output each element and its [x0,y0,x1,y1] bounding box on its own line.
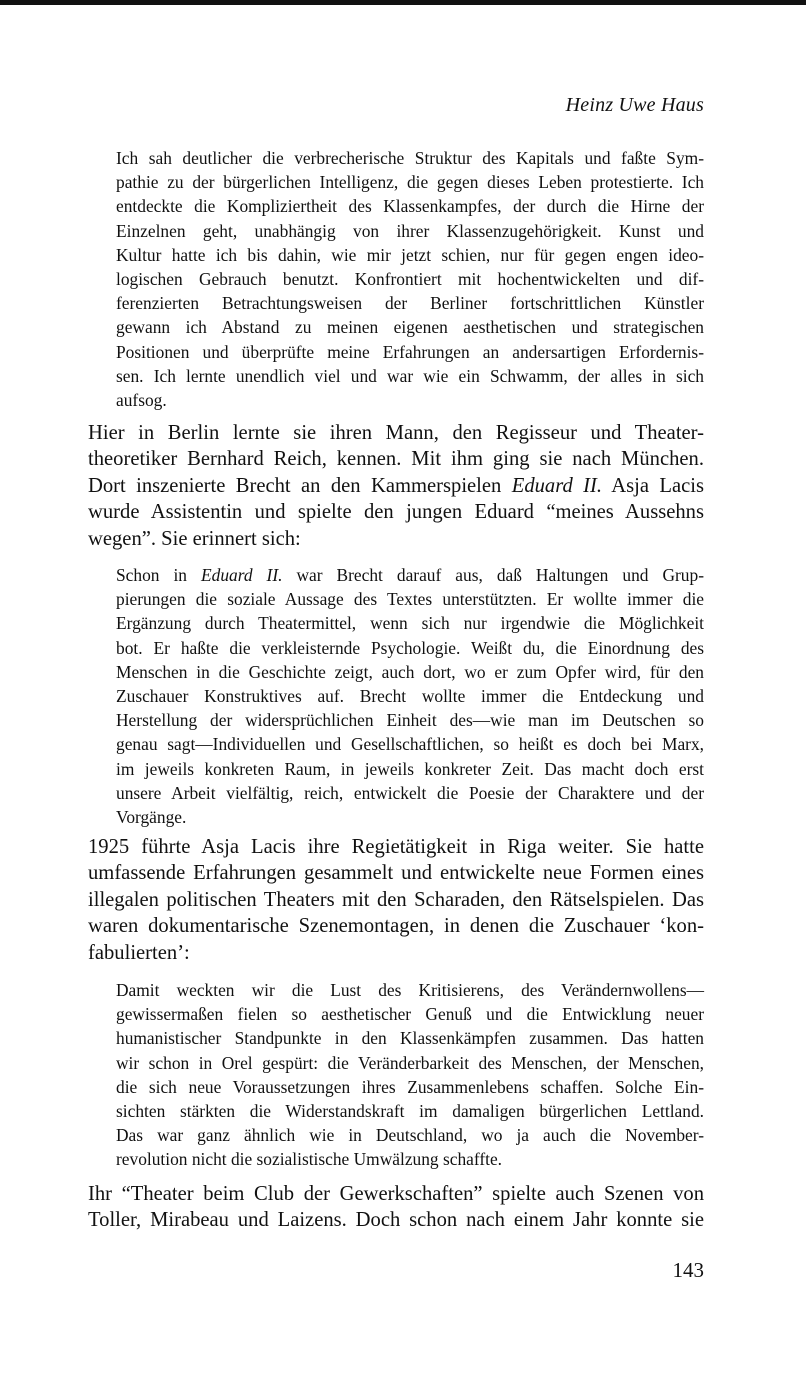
quote-line [116,563,704,587]
play-title: Eduard II. [511,474,603,497]
quote-line: Ergänzung durch Theatermittel, wenn sich nur irgendwie die Möglichkeit [116,613,704,634]
body-line: waren dokumentarische Szenemontagen, in denen die Zuschauer ‘kon- [88,915,704,938]
body-line: Toller, Mirabeau und Laizens. Doch schon nach einem Jahr konnte sie [88,1209,704,1232]
quote-line-text: war Brecht darauf aus, daß Haltungen und Grup- [282,565,704,585]
quote-line: genau sagt—Individuellen und Gesellschaftlichen, so heißt es doch bei Marx, [116,734,704,755]
play-title: Eduard II. [201,565,283,585]
quote-line: Damit weckten wir die Lust des Kritisierens, des Verändernwollens— [116,980,704,1000]
body-line: Ihr “Theater beim Club der Gewerkschaften” spielte auch Szenen von [88,1183,704,1205]
quote-line: gewann ich Abstand zu meinen eigenen aesthetischen und strategischen [116,317,704,338]
body-paragraph-3 [88,1181,704,1234]
body-line: theoretiker Bernhard Reich, kennen. Mit ihm ging sie nach München. [88,448,704,471]
body-paragraph-1 [88,420,704,552]
quote-line: Kultur hatte ich bis dahin, wie mir jetzt schien, nur für gegen engen ideo- [116,244,704,265]
body-line-text: Asja Lacis [602,474,705,497]
top-edge-rule [0,0,806,5]
quote-line: gewissermaßen fielen so aesthetischer Genuß und die Entwicklung neuer [116,1004,704,1025]
quote-line: ferenzierten Betrachtungsweisen der Berliner fortschrittlichen Künstler [116,293,704,314]
body-line: illegalen politischen Theaters mit den Scharaden, den Rätselspielen. Das [88,888,704,911]
quote-line: pierungen die soziale Aussage des Textes unterstützten. Er wollte immer die [116,589,704,610]
page-number: 143 [672,1258,704,1282]
quote-line: Zuschauer Konstruktives auf. Brecht wollte immer die Entdeckung und [116,686,704,707]
quote-line-text: Schon in [116,565,201,585]
quote-line: Einzelnen geht, unabhängig von ihrer Klassenzugehörigkeit. Kunst und [116,220,704,241]
quote-line: aufsog. [116,390,167,411]
body-line: umfassende Erfahrungen gesammelt und entwickelte neue Formen eines [88,862,704,885]
body-paragraph-2 [88,834,704,966]
quote-line: revolution nicht die sozialistische Umwälzung schaffte. [116,1149,503,1170]
block-quote-1 [116,146,704,412]
quote-line: Menschen in die Geschichte zeigt, auch dort, wo er zum Opfer wird, für den [116,661,704,682]
quote-line: humanistischer Standpunkte in den Klassenkämpfen zusammen. Das hatten [116,1028,704,1049]
quote-line: im jeweils konkreten Raum, in jeweils konkreter Zeit. Das macht doch erst [116,758,704,779]
quote-line: sichten stärkten die Widerstandskraft im damaligen bürgerlichen Lettland. [116,1101,704,1122]
body-line: fabulierten’: [88,941,190,964]
quote-line: logischen Gebrauch benutzt. Konfrontiert mit hochentwickelten und dif- [116,269,704,290]
body-line: wegen”. Sie erinnert sich: [88,527,301,550]
quote-line: entdeckte die Kompliziertheit des Klassenkampfes, der durch die Hirne der [116,196,704,217]
quote-line: sen. Ich lernte unendlich viel und war wie ein Schwamm, der alles in sich [116,365,704,386]
quote-line: unsere Arbeit vielfältig, reich, entwickelt die Poesie der Charaktere und der [116,782,704,803]
quote-line: wir schon in Orel gespürt: die Veränderbarkeit des Menschen, der Menschen, [116,1052,704,1073]
block-quote-2 [116,563,704,829]
body-line-text: Dort inszenierte Brecht an den Kammerspielen [88,474,512,497]
quote-line: Positionen und überprüfte meine Erfahrungen an andersartigen Erfordernis- [116,341,704,362]
body-line: Hier in Berlin lernte sie ihren Mann, den Regisseur und Theater- [88,422,704,444]
body-line [88,473,704,499]
quote-line: Vorgänge. [116,807,187,828]
quote-line: bot. Er haßte die verkleisternde Psychologie. Weißt du, die Einordnung des [116,637,704,658]
quote-line: Ich sah deutlicher die verbrecherische Struktur des Kapitals und faßte Sym- [116,148,704,168]
block-quote-3 [116,978,704,1172]
quote-line: die sich neue Voraussetzungen ihres Zusammenlebens schaffen. Solche Ein- [116,1076,704,1097]
quote-line: pathie zu der bürgerlichen Intelligenz, die gegen dieses Leben protestierte. Ich [116,172,704,193]
quote-line: Das war ganz ähnlich wie in Deutschland, wo ja auch die November- [116,1125,704,1146]
body-line: wurde Assistentin und spielte den jungen Eduard “meines Aussehns [88,501,704,524]
quote-line: Herstellung der widersprüchlichen Einheit des—wie man im Deutschen so [116,710,704,731]
running-head: Heinz Uwe Haus [565,94,704,116]
body-line: 1925 führte Asja Lacis ihre Regietätigkeit in Riga weiter. Sie hatte [88,836,704,858]
